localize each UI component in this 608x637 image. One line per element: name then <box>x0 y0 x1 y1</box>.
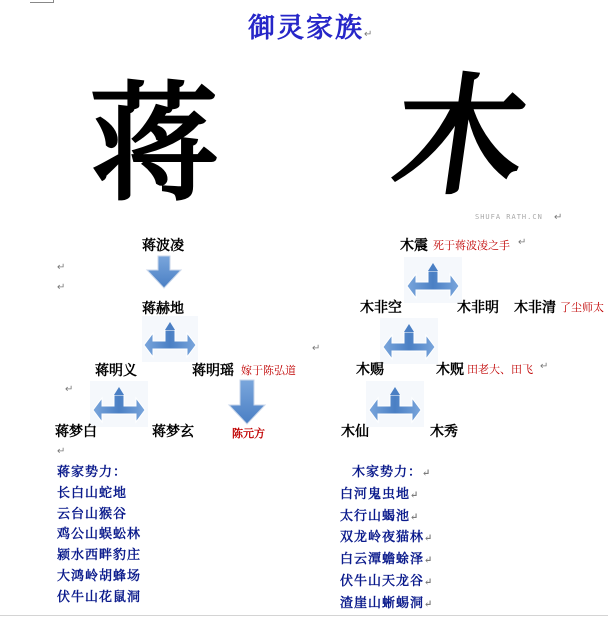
split-arrow-icon <box>142 316 198 362</box>
mu-gen2-right-name: 木非清 <box>514 300 556 316</box>
paragraph-mark: ↵ <box>518 237 527 248</box>
mu-forces-list <box>340 463 433 616</box>
jiang-gen4-right-name: 陈元方 <box>232 427 265 440</box>
paragraph-mark: ↵ <box>554 212 563 223</box>
jiang-gen4-left-name: 蒋梦白 <box>55 424 97 440</box>
list-item: 云台山猴谷 <box>57 506 128 522</box>
list-item: 长白山蛇地 <box>57 485 128 501</box>
split-arrow-icon <box>404 257 462 303</box>
down-arrow-icon <box>229 380 265 424</box>
split-arrow-icon <box>90 381 148 427</box>
paragraph-mark: ↵ <box>540 361 549 372</box>
mu-gen2-mid-name: 木非明 <box>457 300 499 316</box>
page-title: 御灵家族↵ <box>248 13 375 44</box>
jiang-gen3-right-note: 嫁于陈弘道 <box>241 364 296 377</box>
mu-gen1-note: 死于蒋波凌之手 <box>433 239 510 252</box>
mu-gen3-left-name: 木赐 <box>356 362 384 378</box>
jiang-calligraphy-logo: 蒋 <box>90 69 219 219</box>
mu-forces-heading: 木家势力：↵ <box>352 465 432 480</box>
mu-gen4-right-name: 木秀 <box>430 424 458 440</box>
paragraph-mark: ↵ <box>57 282 66 293</box>
mu-calligraphy-logo: 木 <box>384 60 536 213</box>
list-item: 双龙岭夜猫林↵ <box>340 530 434 546</box>
list-item: 颍水西畔豹庄 <box>57 548 142 564</box>
jiang-gen3-right-name: 蒋明瑶 <box>192 363 234 379</box>
mu-gen3-right-note: 田老大、田飞 <box>467 363 533 376</box>
list-item: 太行山蝎池↵ <box>340 508 420 524</box>
mu-gen1-name: 木震 <box>400 238 428 254</box>
jiang-gen1-name: 蒋波凌 <box>142 238 184 254</box>
jiang-gen2-name: 蒋赫地 <box>142 301 184 317</box>
mu-gen4-left-name: 木仙 <box>341 424 369 440</box>
mu-gen3-right-name: 木贶 <box>436 362 464 378</box>
paragraph-mark: ↵ <box>312 343 321 354</box>
jiang-gen4-mid-name: 蒋梦玄 <box>152 424 194 440</box>
list-item: 白河鬼虫地↵ <box>340 486 420 502</box>
logo-watermark: SHUFA RATH.CN <box>475 213 543 221</box>
list-item: 伏牛山天龙谷↵ <box>340 573 434 589</box>
mu-gen2-right-note: 了尘师太 <box>560 301 604 314</box>
paragraph-mark: ↵ <box>57 262 66 273</box>
paragraph-mark: ↵ <box>65 384 74 395</box>
jiang-forces-list <box>57 463 141 609</box>
down-arrow-icon <box>147 256 181 288</box>
list-item: 白云潭蟾蜍泽↵ <box>340 552 434 568</box>
list-item: 伏牛山花鼠洞 <box>57 589 142 605</box>
split-arrow-icon <box>380 318 438 364</box>
jiang-forces-heading: 蒋家势力： <box>57 465 128 480</box>
list-item: 鸡公山蜈蚣林 <box>57 527 142 543</box>
mu-gen2-left-name: 木非空 <box>360 300 402 316</box>
paragraph-mark: ↵ <box>57 446 66 457</box>
page-bottom-divider <box>0 615 608 616</box>
jiang-gen3-left-name: 蒋明义 <box>95 363 137 379</box>
list-item: 渣崖山蜥蜴洞↵ <box>340 595 434 611</box>
split-arrow-icon <box>366 381 424 427</box>
list-item: 大鸿岭胡蜂场 <box>57 568 142 584</box>
